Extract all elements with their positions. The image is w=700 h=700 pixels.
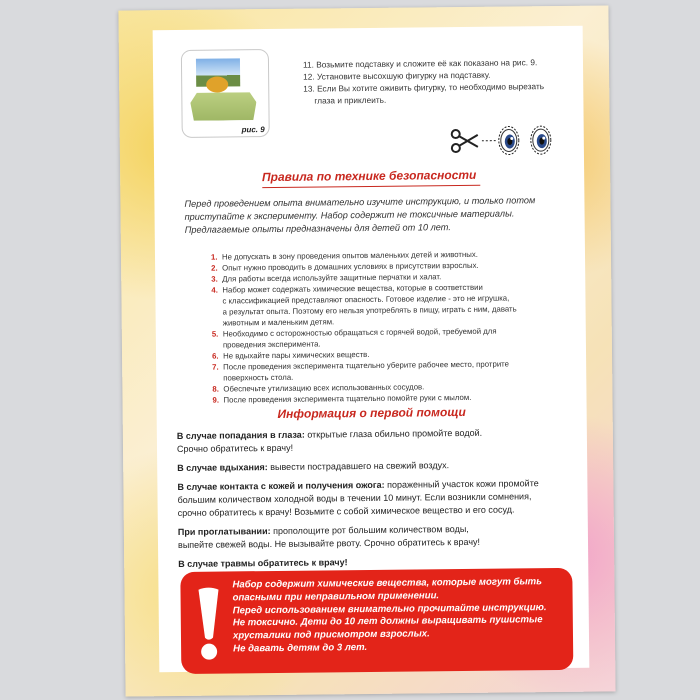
step-line: 13. Если Вы хотите оживить фигурку, то необходимо вырезать bbox=[303, 81, 545, 94]
rule-number: 8. bbox=[212, 384, 219, 394]
first-aid-item bbox=[177, 426, 573, 456]
eye-cutout-right-icon bbox=[530, 124, 552, 156]
rule-item bbox=[211, 281, 561, 329]
step-line: 12. Установите высохшую фигурку на подставку. bbox=[303, 69, 491, 82]
rule-text: Опыт нужно проводить в домашних условиях в присутствии взрослых. bbox=[222, 260, 479, 273]
eye-cutout-left-icon bbox=[498, 124, 520, 156]
rule-text: Необходимо с осторожностью обращаться с горячей водой, требуемой для bbox=[222, 326, 497, 339]
safety-title: Правила по технике безопасности bbox=[261, 167, 477, 185]
step-line: глаза и приклеить. bbox=[314, 94, 387, 106]
first-aid-item bbox=[178, 522, 574, 552]
warning-line: Перед использованием внимательно прочитайте инструкцию. bbox=[232, 601, 547, 617]
cut-line bbox=[482, 139, 496, 143]
rule-number: 5. bbox=[211, 329, 219, 339]
scissors-icon bbox=[450, 127, 480, 155]
rule-text: с классификацией представляют опасность. Готовое изделие - это не игрушка, bbox=[222, 293, 510, 306]
first-aid-text: Срочно обратитесь к врачу! bbox=[176, 442, 294, 454]
safety-intro bbox=[184, 194, 564, 237]
rule-number: 1. bbox=[210, 252, 218, 262]
rule-number: 7. bbox=[212, 362, 219, 372]
instruction-sheet bbox=[118, 5, 615, 696]
assembly-steps bbox=[303, 56, 573, 107]
rule-text: а результат опыта. Поэтому его нельзя употреблять в пищу, играть с ним, давать bbox=[222, 304, 517, 317]
intro-line: Перед проведением опыта внимательно изучите инструкцию, и только потом bbox=[184, 195, 536, 209]
figure-caption: рис. 9 bbox=[241, 125, 265, 135]
warning-line: Набор содержит химические вещества, которые могут быть bbox=[232, 576, 542, 591]
rule-text: Для работы всегда используйте защитные перчатки и халат. bbox=[222, 272, 442, 284]
exclamation-icon bbox=[194, 586, 223, 662]
first-aid-title: Информация о первой помощи bbox=[277, 404, 466, 421]
first-aid-text: большим количеством холодной воды в течении 10 минут. Если возникли сомнения, bbox=[177, 491, 532, 505]
first-aid-lead: В случае контакта с кожей и получения ожога: bbox=[177, 479, 385, 492]
warning-text bbox=[232, 576, 569, 656]
first-aid-text: прополощите рот большим количеством воды, bbox=[270, 523, 469, 537]
first-aid-lead: В случае вдыхания: bbox=[177, 462, 268, 473]
first-aid-lead: В случае травмы обратитесь к врачу! bbox=[178, 557, 348, 569]
first-aid-list bbox=[177, 426, 575, 577]
rule-number: 3. bbox=[211, 274, 218, 284]
intro-line: приступайте к эксперименту. Набор содержит не токсичные материалы. bbox=[184, 208, 515, 222]
step-line: 11. Возьмите подставку и сложите её как показано на рис. 9. bbox=[302, 57, 538, 70]
crystal-figurine bbox=[206, 76, 228, 92]
first-aid-item bbox=[177, 477, 573, 520]
rule-text: поверхность стола. bbox=[223, 372, 294, 383]
rule-text: Набор может содержать химические вещества, которые в соответствии bbox=[222, 282, 483, 295]
intro-line: Предлагаемые опыты предназначены для детей от 10 лет. bbox=[184, 222, 451, 235]
first-aid-text: пораженный участок кожи промойте bbox=[384, 478, 539, 490]
cut-out-eyes bbox=[450, 124, 570, 157]
rule-number: 4. bbox=[211, 285, 218, 295]
first-aid-text: срочно обратитесь к врачу! Возьмите с собой химическое вещество и его сосуд. bbox=[177, 504, 515, 518]
first-aid-text: выпейте свежей воды. Не вызывайте рвоту. Срочно обратитесь к врачу! bbox=[177, 536, 481, 550]
rule-text: Не вдыхайте пары химических веществ. bbox=[222, 349, 370, 361]
rule-text: проведения эксперимента. bbox=[222, 339, 321, 350]
rule-text: Обеспечьте утилизацию всех использованных сосудов. bbox=[223, 382, 425, 394]
rule-item bbox=[212, 391, 562, 406]
safety-rules-list bbox=[211, 248, 563, 406]
warning-line: опасными при неправильном применении. bbox=[232, 590, 440, 604]
figure-9-image bbox=[181, 49, 270, 138]
safety-title-underline bbox=[262, 185, 480, 188]
rule-number: 2. bbox=[211, 263, 218, 273]
content-panel bbox=[153, 26, 590, 672]
rule-text: животным и маленьким детям. bbox=[222, 317, 335, 328]
warning-box bbox=[180, 568, 573, 674]
first-aid-text: вывести пострадавшего на свежий воздух. bbox=[267, 460, 450, 473]
first-aid-text: открытые глаза обильно промойте водой. bbox=[304, 427, 483, 440]
rule-text: После проведения эксперимента тщательно помойте руки с мылом. bbox=[223, 392, 472, 405]
first-aid-lead: При проглатывании: bbox=[177, 526, 271, 537]
first-aid-lead: В случае попадания в глаза: bbox=[176, 429, 305, 441]
warning-line: хрусталики под присмотром взрослых. bbox=[232, 628, 430, 642]
rule-number: 6. bbox=[211, 351, 219, 361]
warning-line: Не давать детям до 3 лет. bbox=[233, 641, 368, 655]
warning-line: Не токсично. Дети до 10 лет должны выращивать пушистые bbox=[232, 614, 543, 629]
first-aid-item bbox=[177, 458, 573, 475]
rule-text: Не допускать в зону проведения опытов маленьких детей и животных. bbox=[221, 249, 478, 262]
rule-number: 9. bbox=[212, 395, 220, 405]
rule-text: После проведения эксперимента тщательно уберите рабочее место, протрите bbox=[223, 359, 510, 372]
